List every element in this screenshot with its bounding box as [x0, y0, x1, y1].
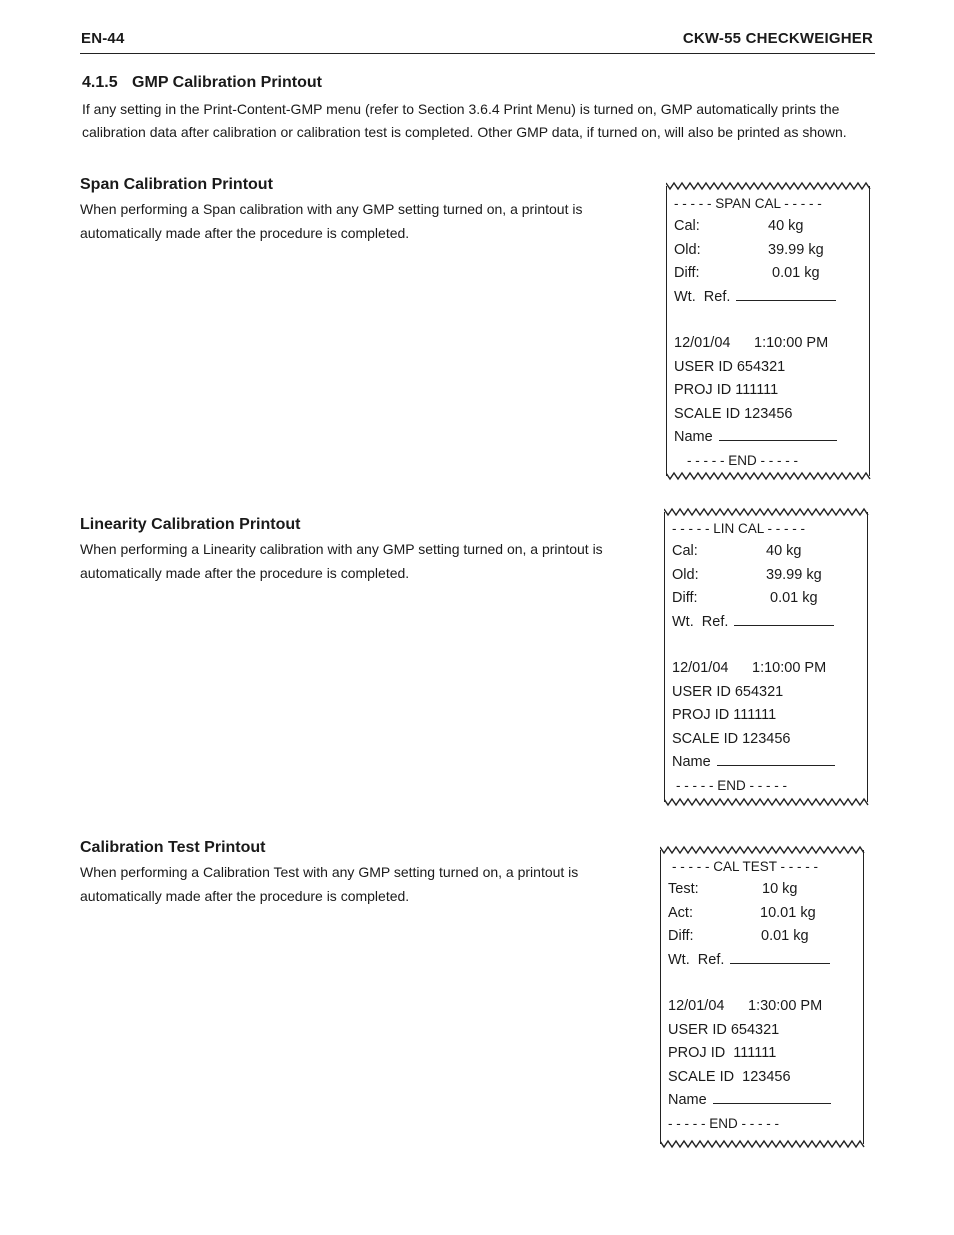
name-blank: [713, 1089, 831, 1104]
section-intro: [82, 98, 880, 144]
diff-value: 0.01 kg: [761, 928, 809, 945]
old-label: Old:: [674, 241, 701, 258]
act-value: 10.01 kg: [760, 904, 816, 921]
print-time: 1:10:00 PM: [752, 660, 827, 677]
wt-ref-blank: [730, 949, 830, 964]
page-number: EN-44: [81, 30, 125, 47]
wt-ref-blank: [736, 286, 836, 301]
diff-label: Diff:: [668, 928, 694, 945]
calibration-test-description: [80, 861, 591, 908]
document-title: CKW-55 CHECKWEIGHER: [682, 30, 873, 47]
old-value: 39.99 kg: [768, 241, 824, 258]
header-rule: [80, 53, 875, 54]
description-line: automatically made after the procedure is completed.: [80, 887, 410, 904]
cal-value: 40 kg: [766, 543, 802, 560]
torn-edge-bottom: [664, 796, 870, 808]
section-heading: [82, 74, 322, 92]
description-line: When performing a Linearity calibration with any GMP setting turned on, a printout is: [80, 541, 603, 557]
wt-ref-label: Wt. Ref.: [668, 951, 725, 968]
cal-test-receipt: [660, 844, 866, 1150]
name-blank: [717, 751, 835, 766]
torn-edge-bottom: [660, 1138, 866, 1150]
diff-label: Diff:: [672, 590, 698, 607]
name-label: Name: [674, 428, 713, 445]
print-time: 1:30:00 PM: [748, 998, 823, 1015]
span-calibration-title: Span Calibration Printout: [80, 176, 273, 193]
description-line: automatically made after the procedure is completed.: [80, 564, 410, 581]
test-value: 10 kg: [762, 881, 798, 898]
intro-line: calibration data after calibration or calibration test is completed. Other GMP data, if turned on, will also be printed as shown.: [82, 124, 847, 140]
name-label: Name: [672, 753, 711, 770]
diff-value: 0.01 kg: [770, 590, 818, 607]
print-date: 12/01/04: [672, 660, 729, 677]
project-id: PROJ ID 111111: [672, 707, 777, 724]
description-line: When performing a Calibration Test with any GMP setting turned on, a printout is: [80, 864, 579, 880]
cal-label: Cal:: [672, 543, 698, 560]
cal-value: 40 kg: [768, 218, 804, 235]
receipt-footer: - - - - - END - - - - -: [668, 1116, 779, 1132]
torn-edge-bottom: [666, 470, 872, 482]
linearity-calibration-title: Linearity Calibration Printout: [80, 516, 301, 533]
test-label: Test:: [668, 881, 699, 898]
project-id: PROJ ID 111111: [668, 1045, 777, 1062]
receipt-header: - - - - - SPAN CAL - - - - -: [674, 196, 822, 211]
name-blank: [719, 426, 837, 441]
receipt-header: - - - - - CAL TEST - - - - -: [672, 859, 818, 874]
description-line: When performing a Span calibration with any GMP setting turned on, a printout is: [80, 201, 583, 217]
old-value: 39.99 kg: [766, 566, 822, 583]
wt-ref-label: Wt. Ref.: [672, 613, 729, 630]
span-cal-receipt: [666, 180, 872, 482]
receipt-footer: - - - - - END - - - - -: [676, 778, 787, 794]
calibration-test-title: Calibration Test Printout: [80, 839, 266, 856]
print-time: 1:10:00 PM: [754, 335, 829, 352]
act-label: Act:: [668, 904, 693, 921]
receipt-lines: [660, 855, 866, 1136]
span-calibration-description: [80, 198, 598, 245]
section-number: 4.1.5: [82, 74, 118, 91]
linearity-calibration-description: [80, 538, 618, 585]
intro-line: If any setting in the Print-Content-GMP menu (refer to Section 3.6.4 Print Menu) is turned on, GMP automatically prints the: [82, 101, 840, 117]
diff-label: Diff:: [674, 265, 700, 282]
section-title: GMP Calibration Printout: [132, 74, 322, 91]
scale-id: SCALE ID 123456: [674, 405, 793, 422]
user-id: USER ID 654321: [668, 1021, 780, 1038]
description-line: automatically made after the procedure is completed.: [80, 224, 410, 241]
lin-cal-receipt: [664, 506, 870, 808]
diff-value: 0.01 kg: [772, 265, 820, 282]
receipt-lines: [664, 517, 870, 798]
project-id: PROJ ID 111111: [674, 382, 779, 399]
old-label: Old:: [672, 566, 699, 583]
user-id: USER ID 654321: [672, 683, 784, 700]
print-date: 12/01/04: [668, 998, 725, 1015]
cal-label: Cal:: [674, 218, 700, 235]
wt-ref-label: Wt. Ref.: [674, 288, 731, 305]
print-date: 12/01/04: [674, 335, 731, 352]
receipt-header: - - - - - LIN CAL - - - - -: [672, 521, 805, 536]
scale-id: SCALE ID 123456: [668, 1068, 791, 1085]
scale-id: SCALE ID 123456: [672, 730, 791, 747]
name-label: Name: [668, 1091, 707, 1108]
torn-edge-top: [666, 180, 872, 192]
receipt-lines: [666, 192, 872, 473]
receipt-footer: - - - - - END - - - - -: [687, 453, 798, 469]
user-id: USER ID 654321: [674, 358, 786, 375]
wt-ref-blank: [734, 611, 834, 626]
